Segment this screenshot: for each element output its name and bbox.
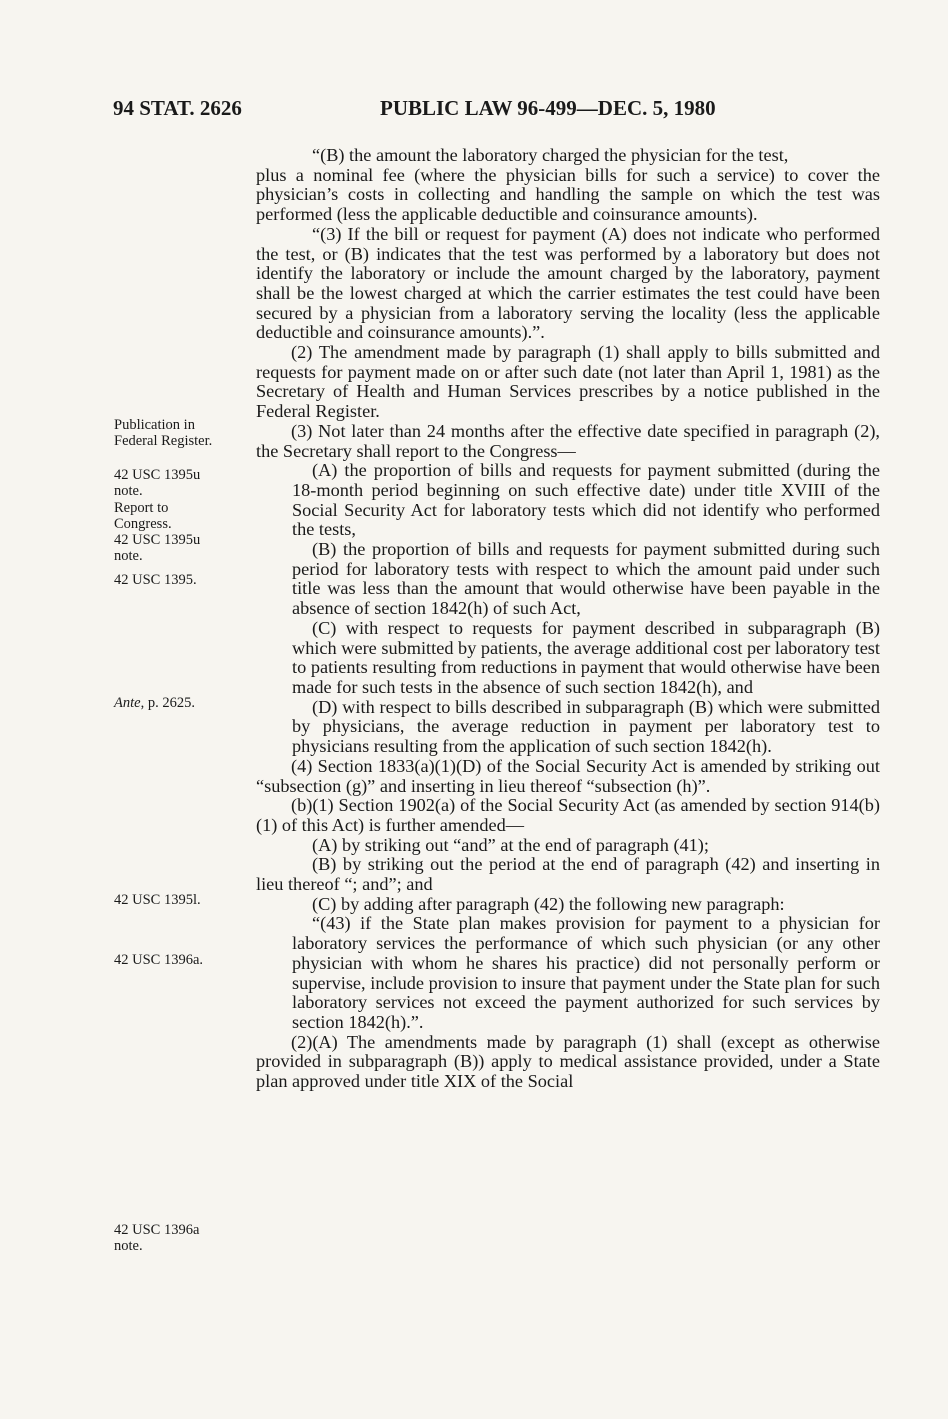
margin-note-usc-1396a-note: 42 USC 1396a note. <box>114 1222 200 1254</box>
paragraph-nominal-fee: plus a nominal fee (where the physician bills for such a service) to cover the physician’s costs in collecting and handling the sample on which the test was performed (less the applicable deductible and coinsurance amounts). <box>256 164 880 225</box>
paragraph-2a-amendments: (2)(A) The amendments made by paragraph (1) shall (except as otherwise provided in subparagraph (B)) apply to medical assistance provided, under a State plan approved under title XIX of the Social <box>256 1031 880 1092</box>
margin-note-usc-1396a: 42 USC 1396a. <box>114 952 204 968</box>
paragraph-3-report: (3) Not later than 24 months after the effective date specified in paragraph (2), the Secretary shall report to the Congress— <box>256 420 880 461</box>
paragraph-43-state-plan: “(43) if the State plan makes provision for payment to a physician for laboratory services the performance of which such physician (or any other physician with whom he shares his practice) did not personally perform or supervise, include provision to insure that payment under the State plan for such laboratory services not exceed the payment authorized for such services by section 1842(h).”. <box>292 913 880 1032</box>
paragraph-3-bill-request: “(3) If the bill or request for payment (A) does not indicate who performed the test, or (B) indicates that the test was performed by a laboratory but does not identify the laboratory or include the amount charged by the laboratory, payment shall be the lowest charged at which the carrier estimates the test could have been secured by a physician from a laboratory serving the locality (less the applicable deductible and coinsurance amounts).”. <box>256 223 880 343</box>
paragraph-c-adding: (C) by adding after paragraph (42) the following new paragraph: <box>312 893 785 914</box>
paragraph-b-striking-period: (B) by striking out the period at the end of paragraph (42) and inserting in lieu thereof “; and”; and <box>256 854 880 895</box>
statute-page-number: 94 STAT. 2626 <box>113 96 242 120</box>
margin-note-usc-1395u-note-2: 42 USC 1395u note. <box>114 532 201 564</box>
margin-note-ante <box>114 695 195 711</box>
paragraph-a-striking-and: (A) by striking out “and” at the end of paragraph (41); <box>312 834 709 855</box>
paragraph-b-amount: “(B) the amount the laboratory charged the physician for the test, <box>312 145 789 165</box>
body-text <box>256 146 880 1092</box>
paragraph-b-proportion: (B) the proportion of bills and requests for payment submitted during such period for laboratory tests with respect to which the amount paid under such title was less than the amount that would otherwise have been payable in the absence of section 1842(h) of such Act, <box>292 539 880 619</box>
margin-note-usc-1395u-note: 42 USC 1395u note. <box>114 467 201 499</box>
paragraph-b1-section-1902: (b)(1) Section 1902(a) of the Social Security Act (as amended by section 914(b)(1) of this Act) is further amended— <box>256 795 880 835</box>
ante-italic: Ante <box>114 695 141 711</box>
margin-note-usc-1395: 42 USC 1395. <box>114 572 197 588</box>
paragraph-d-physicians: (D) with respect to bills described in subparagraph (B) which were submitted by physicians, the average reduction in payment per laboratory test to physicians resulting from the application of such section 1842(h). <box>292 696 880 757</box>
margin-note-report: Report to Congress. <box>114 500 172 532</box>
paragraph-a-proportion: (A) the proportion of bills and requests for payment submitted (during the 18-month period beginning on such effective date) under title XVIII of the Social Security Act for laboratory tests which did not identify who performed the tests, <box>292 460 880 540</box>
paragraph-4-section-1833: (4) Section 1833(a)(1)(D) of the Social Security Act is amended by striking out “subsection (g)” and inserting in lieu thereof “subsection (h)”. <box>256 755 880 796</box>
margin-note-publication: Publication in Federal Register. <box>114 417 213 449</box>
paragraph-c-patients: (C) with respect to requests for payment described in subparagraph (B) which were submitted by patients, the average additional cost per laboratory test to patients resulting from reductions in payment that would otherwise have been made for such tests in the absence of such section 1842(h), and <box>292 617 880 697</box>
ante-page: , p. 2625. <box>140 695 195 711</box>
paragraph-2-amendment: (2) The amendment made by paragraph (1) shall apply to bills submitted and requests for payment made on or after such date (not later than April 1, 1981) as the Secretary of Health and Human Services prescribes by a notice published in the Federal Register. <box>256 342 880 422</box>
margin-note-usc-1395l: 42 USC 1395l. <box>114 892 201 908</box>
running-head-title: PUBLIC LAW 96-499—DEC. 5, 1980 <box>380 96 716 120</box>
